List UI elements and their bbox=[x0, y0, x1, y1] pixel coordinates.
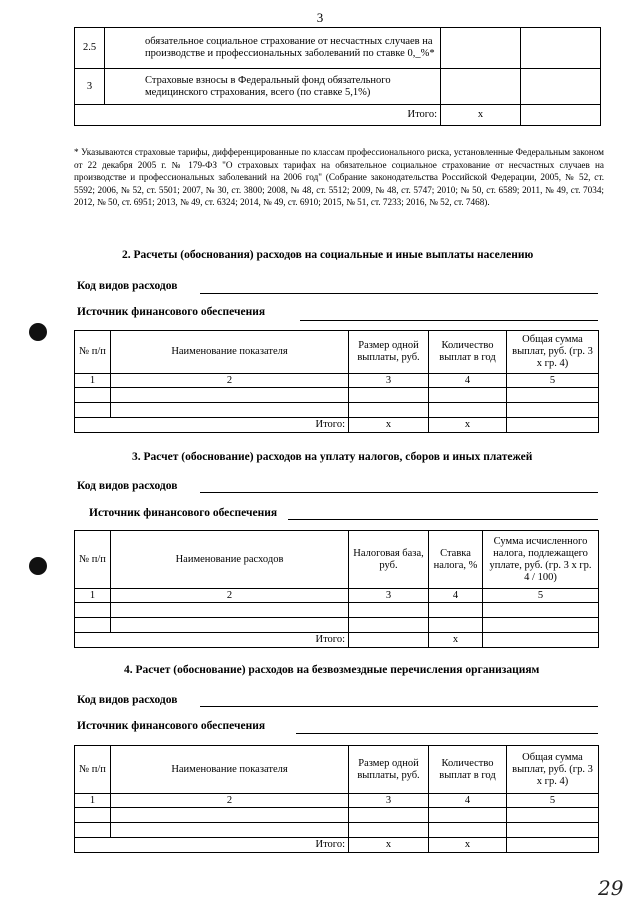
col-number: 5 bbox=[507, 794, 599, 808]
header-cell: Общая сумма выплат, руб. (гр. 3 x гр. 4) bbox=[507, 331, 599, 374]
section-3-code-line[interactable] bbox=[200, 492, 598, 493]
page-number: 3 bbox=[316, 10, 324, 25]
header-cell: Налоговая база, руб. bbox=[349, 531, 429, 589]
col-number: 5 bbox=[483, 589, 599, 603]
total-mark: x bbox=[429, 633, 483, 648]
col-number: 2 bbox=[111, 374, 349, 388]
section-2-title: 2. Расчеты (обоснования) расходов на социальные и иные выплаты населению bbox=[122, 249, 534, 261]
total-mark: x bbox=[441, 105, 521, 126]
col-number: 5 bbox=[507, 374, 599, 388]
section-4-code-line[interactable] bbox=[200, 706, 598, 707]
column-numbers-row bbox=[75, 374, 599, 388]
header-cell: Размер одной выплаты, руб. bbox=[349, 746, 429, 794]
header-cell: Размер одной выплаты, руб. bbox=[349, 331, 429, 374]
section-2-code-label: Код видов расходов bbox=[77, 280, 178, 292]
section-4-source-label: Источник финансового обеспечения bbox=[77, 720, 266, 732]
total-label: Итого: bbox=[75, 838, 349, 853]
section-2-table bbox=[74, 330, 599, 433]
col-number: 4 bbox=[429, 374, 507, 388]
col-number: 2 bbox=[111, 794, 349, 808]
table-row bbox=[75, 28, 601, 69]
header-cell: № п/п bbox=[75, 531, 111, 589]
table-row bbox=[75, 823, 599, 838]
section-3-code-label: Код видов расходов bbox=[77, 480, 178, 492]
header-cell: Наименование расходов bbox=[111, 531, 349, 589]
col-number: 4 bbox=[429, 794, 507, 808]
col-number: 2 bbox=[111, 589, 349, 603]
header-cell: № п/п bbox=[75, 746, 111, 794]
section-2-source-label: Источник финансового обеспечения bbox=[77, 306, 266, 318]
row-number: 2.5 bbox=[75, 28, 105, 69]
header-cell: Наименование показателя bbox=[111, 331, 349, 374]
total-mark: x bbox=[349, 838, 429, 853]
col-number: 3 bbox=[349, 794, 429, 808]
col-number: 3 bbox=[349, 374, 429, 388]
empty-cell bbox=[441, 28, 521, 69]
total-row bbox=[75, 838, 599, 853]
column-numbers-row bbox=[75, 589, 599, 603]
empty-cell bbox=[521, 28, 601, 69]
col-number: 1 bbox=[75, 589, 111, 603]
header-row bbox=[75, 531, 599, 589]
punch-hole-top bbox=[29, 323, 47, 341]
total-mark: x bbox=[429, 838, 507, 853]
section-3-source-label: Источник финансового обеспечения bbox=[89, 507, 278, 519]
header-row bbox=[75, 746, 599, 794]
section-3-title: 3. Расчет (обоснование) расходов на уплату налогов, сборов и иных платежей bbox=[132, 451, 533, 463]
header-cell: Общая сумма выплат, руб. (гр. 3 x гр. 4) bbox=[507, 746, 599, 794]
section-3-source-line[interactable] bbox=[288, 519, 598, 520]
insurance-table bbox=[74, 27, 601, 126]
table-row bbox=[75, 618, 599, 633]
row-text: обязательное социальное страхование от несчастных случаев на производстве и профессиональных заболеваний по ставке 0,_%* bbox=[105, 28, 441, 69]
section-2-code-line[interactable] bbox=[200, 293, 598, 294]
header-cell: № п/п bbox=[75, 331, 111, 374]
header-cell: Наименование показателя bbox=[111, 746, 349, 794]
section-2-source-line[interactable] bbox=[300, 320, 598, 321]
table-row bbox=[75, 388, 599, 403]
total-label: Итого: bbox=[75, 418, 349, 433]
total-mark: x bbox=[429, 418, 507, 433]
total-row bbox=[75, 418, 599, 433]
header-cell: Количество выплат в год bbox=[429, 331, 507, 374]
header-cell: Количество выплат в год bbox=[429, 746, 507, 794]
header-cell: Ставка налога, % bbox=[429, 531, 483, 589]
table-row bbox=[75, 69, 601, 105]
section-4-table bbox=[74, 745, 599, 853]
empty-cell bbox=[521, 69, 601, 105]
section-4-source-line[interactable] bbox=[296, 733, 598, 734]
table-row bbox=[75, 403, 599, 418]
footnote: * Указываются страховые тарифы, дифференцированные по классам профессионального риска, установленные Федеральным законом от 22 декабря 2005 г. № 179-ФЗ "О страховых тарифах на обязательное социальное страхование от несчастных случаев на производстве и профессиональных заболеваний на 2006 год" (Собрание законодательства Российской Федерации, 2005, № 52, ст. 5592; 2006, № 52, ст. 5501; 2007, № 30, ст. 3800; 2008, № 48, ст. 5512; 2009, № 48, ст. 5747; 2010; № 50, ст. 6589; 2011, № 49, ст. 7034; 2012, № 50, ст. 6951; 2013, № 49, ст. 6324; 2014, № 49, ст. 6910; 2015, № 51, ст. 7233; 2016, № 52, ст. 7468). bbox=[74, 147, 604, 208]
total-label: Итого: bbox=[75, 633, 349, 648]
section-4-title: 4. Расчет (обоснование) расходов на безвозмездные перечисления организациям bbox=[124, 664, 540, 676]
table-row bbox=[75, 808, 599, 823]
col-number: 1 bbox=[75, 794, 111, 808]
section-4-code-label: Код видов расходов bbox=[77, 694, 178, 706]
total-label: Итого: bbox=[75, 105, 441, 126]
empty-cell bbox=[521, 105, 601, 126]
punch-hole-bottom bbox=[29, 557, 47, 575]
handwritten-page-mark: 29 bbox=[598, 876, 624, 900]
section-3-table bbox=[74, 530, 599, 648]
header-cell: Сумма исчисленного налога, подлежащего уплате, руб. (гр. 3 x гр. 4 / 100) bbox=[483, 531, 599, 589]
empty-cell bbox=[441, 69, 521, 105]
row-number: 3 bbox=[75, 69, 105, 105]
col-number: 1 bbox=[75, 374, 111, 388]
row-text: Страховые взносы в Федеральный фонд обязательного медицинского страхования, всего (по ставке 5,1%) bbox=[105, 69, 441, 105]
total-row bbox=[75, 633, 599, 648]
total-row bbox=[75, 105, 601, 126]
total-mark: x bbox=[349, 418, 429, 433]
col-number: 4 bbox=[429, 589, 483, 603]
header-row bbox=[75, 331, 599, 374]
column-numbers-row bbox=[75, 794, 599, 808]
table-row bbox=[75, 603, 599, 618]
col-number: 3 bbox=[349, 589, 429, 603]
